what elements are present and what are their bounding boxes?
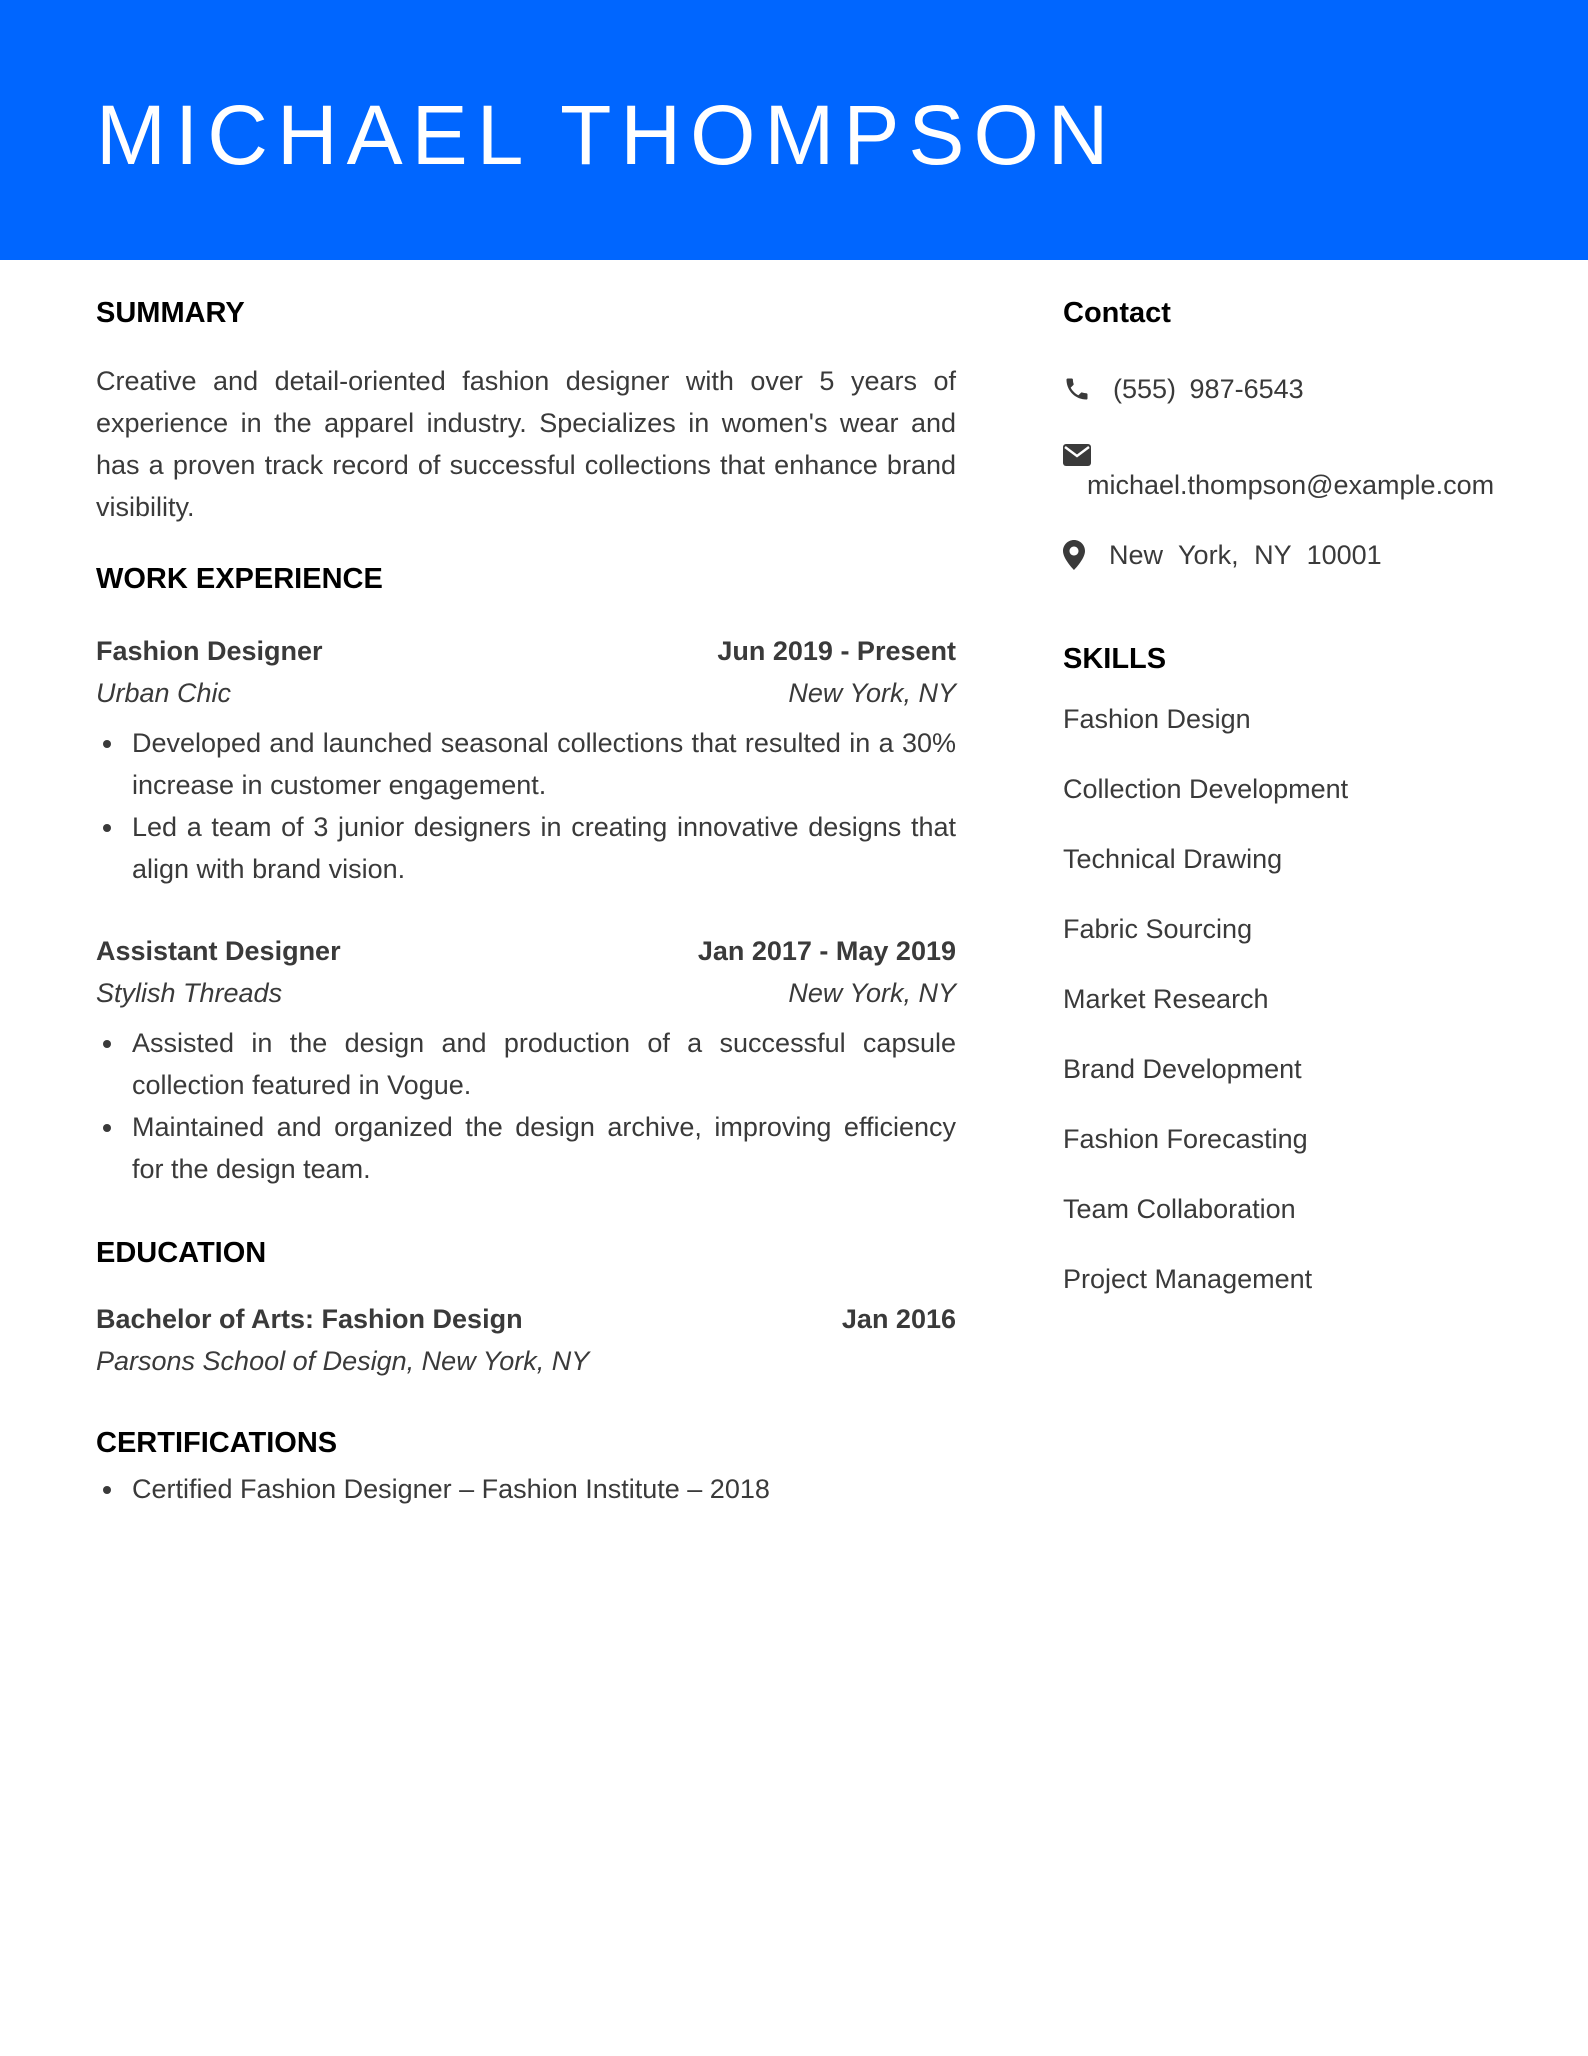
job-location: New York, NY: [788, 978, 956, 1008]
job-bullets: [96, 722, 956, 890]
skill-item: Collection Development: [1063, 774, 1349, 804]
skill-item: Project Management: [1063, 1264, 1313, 1294]
job-dates: Jan 2017 - May 2019: [697, 936, 956, 966]
skill-item: Technical Drawing: [1063, 844, 1283, 874]
skill-item: Market Research: [1063, 984, 1269, 1014]
job-company: Stylish Threads: [96, 978, 283, 1008]
skills-heading: SKILLS: [1063, 643, 1167, 675]
job-company: Urban Chic: [96, 678, 232, 708]
skill-item: Team Collaboration: [1063, 1194, 1296, 1224]
education-entry: [96, 1298, 956, 1382]
job-bullet: Led a team of 3 junior designers in creating innovative designs that align with brand vision.: [96, 806, 956, 890]
job-role: Fashion Designer: [96, 636, 323, 666]
contact-location: [1063, 534, 1503, 576]
map-pin-icon: [1063, 540, 1085, 570]
envelope-icon: [1063, 444, 1091, 466]
job-bullet: Developed and launched seasonal collections that resulted in a 30% increase in customer engagement.: [96, 722, 956, 806]
work-experience-heading: WORK EXPERIENCE: [96, 563, 383, 595]
summary-heading: SUMMARY: [96, 297, 245, 329]
job-entry: [96, 630, 956, 890]
contact-email-text[interactable]: michael.thompson@example.com: [1087, 470, 1495, 500]
education-heading: EDUCATION: [96, 1237, 267, 1269]
education-degree: Bachelor of Arts: Fashion Design: [96, 1304, 523, 1334]
education-school: Parsons School of Design, New York, NY: [96, 1346, 590, 1376]
contact-phone-text[interactable]: (555) 987-6543: [1113, 374, 1304, 404]
job-bullet: Maintained and organized the design archive, improving efficiency for the design team.: [96, 1106, 956, 1190]
skills-list: [1063, 698, 1503, 1300]
job-bullet: Assisted in the design and production of a successful capsule collection featured in Vogue.: [96, 1022, 956, 1106]
job-bullets: [96, 1022, 956, 1190]
job-entry: [96, 930, 956, 1190]
main-column: [96, 296, 956, 1510]
sidebar-column: [1063, 296, 1503, 1328]
job-location: New York, NY: [788, 678, 956, 708]
job-role: Assistant Designer: [96, 936, 341, 966]
skill-item: Brand Development: [1063, 1054, 1302, 1084]
contact-email: [1063, 436, 1503, 506]
contact-location-text: New York, NY 10001: [1109, 540, 1382, 570]
candidate-name: MICHAEL THOMPSON: [96, 88, 1118, 182]
contact-phone: [1063, 368, 1503, 410]
job-dates: Jun 2019 - Present: [717, 636, 956, 666]
resume-header: [0, 0, 1588, 260]
certifications-heading: CERTIFICATIONS: [96, 1427, 338, 1459]
summary-text: Creative and detail-oriented fashion designer with over 5 years of experience in the apparel industry. Specializes in women's wear and has a proven track record of successful collections that enhance brand visibility.: [96, 366, 956, 522]
skill-item: Fashion Forecasting: [1063, 1124, 1308, 1154]
certification-item: Certified Fashion Designer – Fashion Institute – 2018: [96, 1468, 956, 1510]
phone-icon: [1063, 375, 1091, 403]
skill-item: Fabric Sourcing: [1063, 914, 1253, 944]
contact-heading: Contact: [1063, 297, 1171, 329]
certifications-list: [96, 1468, 956, 1510]
education-date: Jan 2016: [841, 1304, 956, 1334]
skill-item: Fashion Design: [1063, 704, 1251, 734]
